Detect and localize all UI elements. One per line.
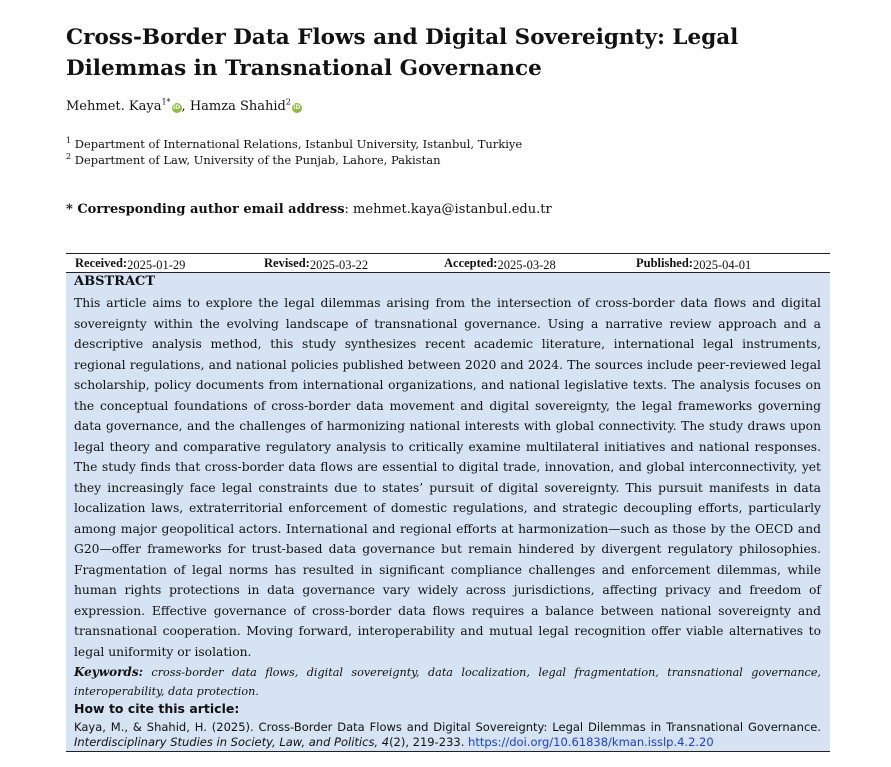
date-revised [264, 256, 369, 272]
date-accepted [444, 256, 556, 272]
orcid-icon[interactable]: iD [293, 104, 301, 111]
author-name: Mehmet. Kaya [66, 99, 162, 114]
abstract-text: This article aims to explore the legal dilemmas arising from the intersection of cross-border data flows and digital sovereignty within the evolving landscape of transnational governance. Using a narrative review approach and a descriptive analysis method, this study synthesizes recent academic literature, international legal instruments, regional regulations, and national policies published between 2020 and 2024. The sources include peer-reviewed legal scholarship, policy documents from international organizations, and national legislative texts. The analysis focuses on the conceptual foundations of cross-border data movement and digital sovereignty, the legal frameworks governing data governance, and the challenges of harmonizing national interests with global connectivity. The study draws upon legal theory and comparative regulatory analysis to critically examine multilateral initiatives and national responses. The study finds that cross-border data flows are essential to digital trade, innovation, and global interconnectivity, yet they increasingly face legal constraints due to states’ pursuit of digital sovereignty. This pursuit manifests in data localization laws, extraterritorial enforcement of domestic regulations, and strategic decoupling efforts, particularly among major geopolitical actors. International and regional efforts at harmonization—such as those by the OECD and G20—offer frameworks for trust-based data governance but remain hindered by divergent regulatory philosophies. Fragmentation of legal norms has resulted in significant compliance challenges and enforcement dilemmas, while human rights protections in data governance vary widely across jurisdictions, affecting privacy and freedom of expression. Effective governance of cross-border data flows requires a balance between national sovereignty and transnational cooperation. Moving forward, interoperability and mutual legal recognition offer viable alternatives to legal uniformity or isolation. [74, 296, 821, 659]
date-published [636, 256, 752, 272]
dates-bar [66, 253, 830, 273]
doi-link[interactable]: https://doi.org/10.61838/kman.isslp.4.2.20 [468, 735, 714, 749]
author-superscript: 2 [285, 97, 291, 107]
corresponding-author [66, 202, 552, 217]
date-value: 2025-03-22 [309, 258, 369, 272]
corresponding-separator: : [344, 202, 354, 217]
abstract-box [66, 273, 830, 752]
author-separator: , [181, 99, 190, 114]
affiliation-text: Department of Law, University of the Punjab, Lahore, Pakistan [71, 152, 441, 167]
citation [74, 720, 821, 750]
date-value: 2025-03-28 [497, 258, 556, 272]
date-value: 2025-04-01 [692, 258, 752, 272]
citation-journal: Interdisciplinary Studies in Society, Law, and Politics, 4 [74, 735, 390, 749]
keywords-text: cross-border data flows, digital sovereignty, data localization, legal fragmentation, transnational governance, interoperability, data protection. [74, 666, 821, 698]
corresponding-email[interactable]: mehmet.kaya@istanbul.edu.tr [353, 202, 552, 217]
author-line [66, 99, 302, 114]
keywords [74, 663, 821, 701]
corresponding-label: * Corresponding author email address [66, 202, 345, 217]
affiliation-text: Department of International Relations, Istanbul University, Istanbul, Turkiye [71, 136, 523, 151]
date-label: Published: [636, 256, 693, 270]
citation-prefix: Kaya, M., & Shahid, H. (2025). Cross-Border Data Flows and Digital Sovereignty: Legal Dilemmas in Transnational Governance. [74, 720, 821, 734]
paper-title: Cross-Border Data Flows and Digital Sovereignty: Legal Dilemmas in Transnational Governance [66, 25, 739, 81]
date-label: Received: [75, 256, 128, 270]
keywords-label: Keywords: [74, 665, 144, 679]
author-name: Hamza Shahid [189, 99, 286, 114]
abstract-heading: ABSTRACT [74, 274, 156, 289]
date-label: Revised: [264, 256, 310, 270]
citation-heading: How to cite this article: [74, 701, 240, 716]
date-received [75, 256, 186, 272]
affiliation [66, 152, 440, 167]
date-value: 2025-01-29 [127, 258, 186, 272]
orcid-icon[interactable]: iD [173, 104, 181, 111]
affiliation-number: 1 [66, 136, 72, 145]
affiliation [66, 136, 522, 151]
author-superscript: 1* [161, 97, 171, 107]
date-label: Accepted: [444, 256, 498, 270]
citation-issue-pages: (2), 219-233. [389, 735, 469, 749]
affiliation-number: 2 [66, 152, 72, 161]
